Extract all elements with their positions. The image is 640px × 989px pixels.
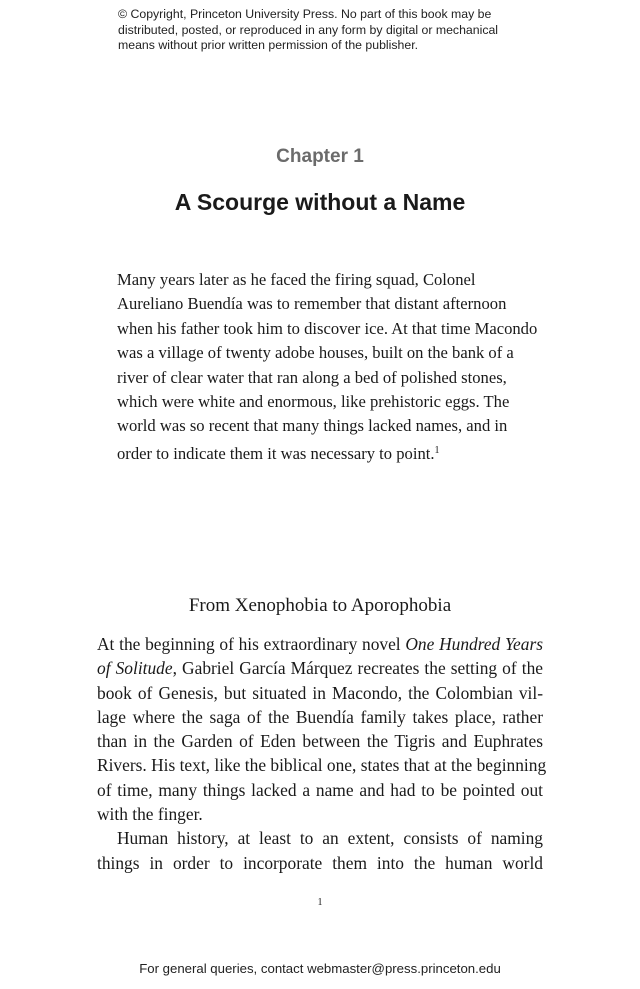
section-heading: From Xenophobia to Aporophobia <box>188 595 452 616</box>
body-line: Rivers. His text, like the biblical one, states that at the beginning <box>97 755 547 776</box>
footnote-reference[interactable]: 1 <box>434 444 440 456</box>
body-text <box>97 632 547 875</box>
epigraph-line-last <box>117 439 537 466</box>
footer-contact: For general queries, contact webmaster@press.princeton.edu <box>139 961 501 976</box>
body-line: book of Genesis, but situated in Macondo, the Colombian vil- <box>97 682 543 703</box>
book-title-italic: One Hundred Years <box>405 634 544 654</box>
epigraph-line: was a village of twenty adobe houses, built on the bank of a <box>117 343 514 363</box>
chapter-label: Chapter 1 <box>276 146 364 167</box>
body-line: things in order to incorporate them into the human world <box>97 852 543 873</box>
copyright-line: distributed, posted, or reproduced in any form by digital or mechanical <box>118 22 499 37</box>
epigraph-line: Many years later as he faced the firing squad, Colonel <box>117 270 476 289</box>
body-line: Human history, at least to an extent, consists of naming <box>117 828 543 849</box>
book-title-italic: of Solitude <box>97 658 173 679</box>
epigraph-line: when his father took him to discover ice. At that time Macondo <box>117 318 538 338</box>
epigraph-line: world was so recent that many things lacked names, and in <box>117 416 508 436</box>
copyright-line: © Copyright, Princeton University Press. No part of this book may be <box>118 7 492 21</box>
body-line <box>97 656 543 680</box>
copyright-line: means without prior written permission of the publisher. <box>118 38 419 52</box>
epigraph <box>117 268 537 466</box>
body-line <box>97 632 543 656</box>
epigraph-line: which were white and enormous, like prehistoric eggs. The <box>117 392 510 412</box>
page-number: 1 <box>317 897 323 908</box>
chapter-title: A Scourge without a Name <box>174 189 466 215</box>
epigraph-line: river of clear water that ran along a bed of polished stones, <box>117 367 507 387</box>
body-line: than in the Garden of Eden between the Tigris and Euphrates <box>97 731 543 752</box>
body-line: of time, many things lacked a name and had to be pointed out <box>97 779 543 800</box>
body-text-segment: At the beginning of his extraordinary novel <box>97 634 406 654</box>
epigraph-line: order to indicate them it was necessary to point. <box>117 443 435 463</box>
epigraph-line: Aureliano Buendía was to remember that distant afternoon <box>117 294 507 314</box>
body-line: with the finger. <box>97 804 203 825</box>
body-line: lage where the saga of the Buendía family takes place, rather <box>97 706 543 727</box>
body-text-segment: , Gabriel García Márquez recreates the setting of the <box>172 658 543 679</box>
copyright-notice <box>118 7 558 54</box>
